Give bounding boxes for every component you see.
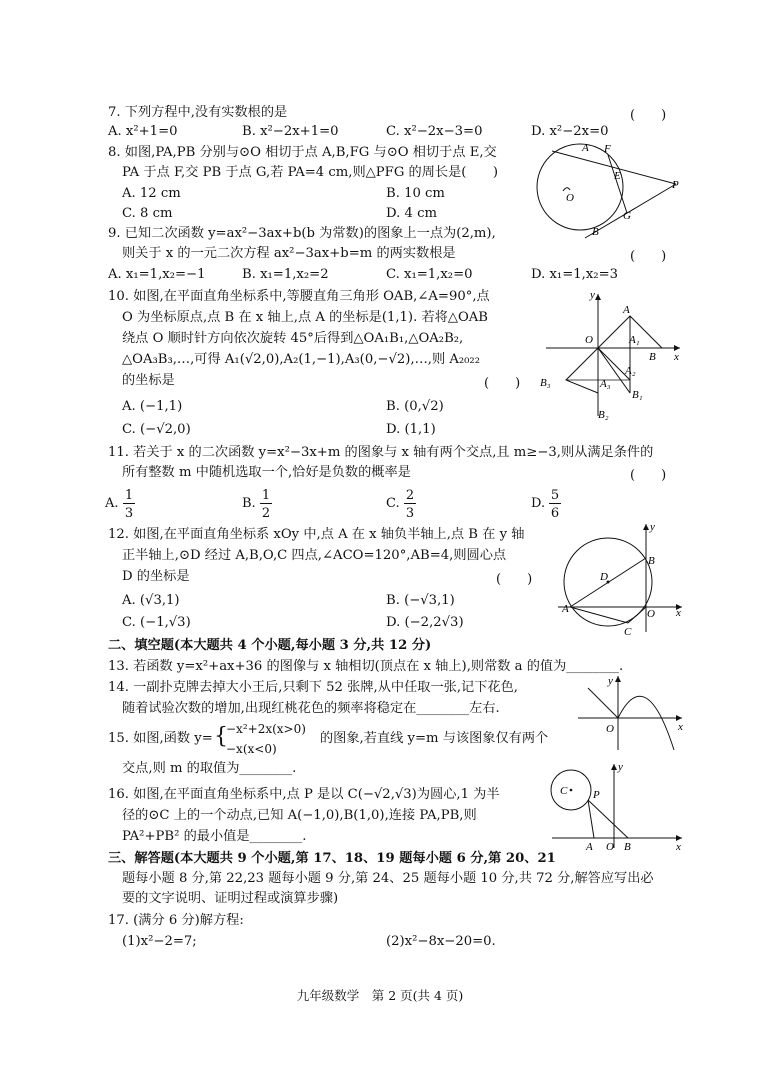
q11-option-c-den: 3 [405, 506, 415, 521]
fig10-label-a3: A₃ [600, 378, 611, 390]
fig16-label-a: A [586, 841, 593, 852]
q11-option-d-den: 6 [550, 506, 560, 521]
fig12-label-a: A [562, 603, 569, 615]
q11-option-b-den: 2 [261, 506, 271, 521]
q16-line3: PA²+PB² 的最小值是________. [122, 829, 307, 844]
q8-line1: 8. 如图,PA,PB 分别与⊙O 相切于点 A,B,FG 与⊙O 相切于点 E,交 [108, 145, 497, 160]
q15-line2: 交点,则 m 的取值为________. [122, 761, 297, 776]
q12-line3: D 的坐标是 [122, 569, 190, 584]
q10-option-b: B. (0,√2) [386, 399, 444, 414]
q7-option-d: D. x²−2x=0 [531, 124, 609, 139]
q15-brace: { [214, 724, 228, 749]
q12-option-d: D. (−2,2√3) [386, 615, 464, 630]
q9-option-d: D. x₁=1,x₂=3 [531, 267, 619, 282]
q8-option-c: C. 8 cm [122, 206, 173, 221]
q12-option-a: A. (√3,1) [122, 593, 180, 608]
q10-line4: △OA₃B₃,…,可得 A₁(√2,0),A₂(1,−1),A₃(0,−√2),…,则 A₂₀₂₂ [122, 352, 481, 367]
fig16-label-c: C [560, 785, 568, 797]
q9-line1: 9. 已知二次函数 y=ax²−3ax+b(b 为常数)的图象上一点为(2,m), [108, 226, 496, 241]
fig16-label-b: B [624, 841, 631, 852]
q7-stem: 7. 下列方程中,没有实数根的是 [108, 105, 288, 120]
q10-option-c: C. (−√2,0) [122, 422, 191, 437]
fig10-label-y: y [590, 289, 595, 301]
q12-line1: 12. 如图,在平面直角坐标系 xOy 中,点 A 在 x 轴负半轴上,点 B 在 y 轴 [108, 527, 525, 542]
q17-part1: (1)x²−2=7; [122, 934, 197, 949]
fig16-label-p: P [593, 789, 600, 801]
fig10-label-b3: B₃ [540, 377, 551, 389]
q11-option-c-num: 2 [405, 488, 415, 503]
fig12-label-x: x [676, 607, 681, 619]
q9-option-a: A. x₁=1,x₂=−1 [108, 267, 206, 282]
q7-option-a: A. x²+1=0 [108, 124, 178, 139]
fig8-label-p: P [672, 179, 679, 191]
q8-option-a: A. 12 cm [122, 186, 181, 201]
q12-line2: 正半轴上,⊙D 经过 A,B,O,C 四点,∠ACO=120°,AB=4,则圆心点 [122, 548, 507, 563]
section2-heading: 二、填空题(本大题共 4 个小题,每小题 3 分,共 12 分) [108, 638, 432, 653]
q11-option-c-letter: C. [386, 496, 400, 511]
fig16-label-x: x [676, 841, 681, 852]
q9-line2: 则关于 x 的一元二次方程 ax²−3ax+b=m 的两实数根是 [122, 246, 456, 261]
q11-option-a-letter: A. [105, 496, 119, 511]
fig8-label-a: A [582, 142, 589, 154]
q11-line1: 11. 若关于 x 的二次函数 y=x²−3x+m 的图象与 x 轴有两个交点,且 m≥−3,则从满足条件的 [108, 445, 654, 460]
section3-heading-line2: 题每小题 8 分,第 22,23 题每小题 9 分,第 24、25 题每小题 10 分,共 72 分,解答应写出必 [122, 871, 654, 886]
fig15-label-o: O [606, 723, 614, 735]
q15-case1: −x²+2x(x>0) [226, 722, 306, 736]
q10-option-d: D. (1,1) [386, 422, 436, 437]
q10-line2: O 为坐标原点,点 B 在 x 轴上,点 A 的坐标是(1,1). 若将△OAB [122, 310, 489, 325]
q8-option-d: D. 4 cm [386, 206, 437, 221]
fig12-label-d: D [600, 571, 608, 583]
q17-stem: 17. (满分 6 分)解方程: [108, 913, 244, 928]
q11-answer-paren: ( ) [630, 468, 667, 483]
fig8-label-e: E [614, 170, 621, 182]
fig12-label-b: B [648, 555, 655, 567]
q16-line2: 径的⊙C 上的一个动点,已知 A(−1,0),B(1,0),连接 PA,PB,则 [122, 808, 477, 823]
q10-option-a: A. (−1,1) [122, 399, 183, 414]
q10-line3: 绕点 O 顺时针方向依次旋转 45°后得到△OA₁B₁,△OA₂B₂, [122, 331, 464, 346]
q15-pre: 15. 如图,函数 y= [108, 731, 213, 746]
fig15-label-y: y [608, 675, 613, 687]
q16-line1: 16. 如图,在平面直角坐标系中,点 P 是以 C(−√2,√3)为圆心,1 为半 [108, 787, 500, 802]
q13-text: 13. 若函数 y=x²+ax+36 的图像与 x 轴相切(顶点在 x 轴上),则常数 a 的值为________. [108, 659, 624, 674]
q11-option-a-num: 1 [124, 488, 134, 503]
figure-q10-rotated-triangles [536, 288, 686, 423]
q14-line2: 随着试验次数的增加,出现红桃花色的频率将稳定在________左右. [122, 701, 500, 716]
q15-case2: −x(x<0) [226, 742, 277, 756]
q9-option-c: C. x₁=1,x₂=0 [386, 267, 473, 282]
q15-post: 的图象,若直线 y=m 与该图象仅有两个 [320, 731, 549, 746]
fig10-label-o: O [585, 334, 593, 346]
fig16-label-o: O [606, 841, 614, 852]
q8-option-b: B. 10 cm [386, 186, 445, 201]
q11-option-b-num: 1 [261, 488, 271, 503]
figure-q12-circle-d [558, 520, 688, 640]
figure-q15-function-graph [574, 672, 686, 754]
q8-line2: PA 于点 F,交 PB 于点 G,若 PA=4 cm,则△PFG 的周长是( ) [122, 165, 498, 180]
q12-answer-paren: ( ) [496, 572, 533, 587]
q9-option-b: B. x₁=1,x₂=2 [242, 267, 329, 282]
q11-option-b-letter: B. [242, 496, 256, 511]
q7-option-b: B. x²−2x+1=0 [242, 124, 339, 139]
fig15-label-x: x [678, 721, 683, 733]
fig8-label-f: F [604, 143, 611, 155]
fig12-label-y: y [650, 521, 655, 533]
section3-heading-line3: 要的文字说明、证明过程或演算步骤) [122, 891, 339, 906]
q7-option-c: C. x²−2x−3=0 [386, 124, 483, 139]
fig8-label-g: G [623, 210, 631, 222]
q17-part2: (2)x²−8x−20=0. [386, 934, 496, 949]
fig10-label-a1: A₁ [629, 334, 640, 346]
q11-line2: 所有整数 m 中随机选取一个,恰好是负数的概率是 [122, 465, 411, 480]
q12-option-b: B. (−√3,1) [386, 593, 455, 608]
q10-line5: 的坐标是 [122, 373, 175, 388]
fig10-label-b1: B₁ [632, 389, 643, 401]
q14-line1: 14. 一副扑克牌去掉大小王后,只剩下 52 张牌,从中任取一张,记下花色, [108, 680, 518, 695]
fig12-label-o: O [647, 608, 655, 620]
page-footer: 九年级数学 第 2 页(共 4 页) [296, 988, 464, 1003]
q11-option-d-num: 5 [550, 488, 560, 503]
fig8-label-b: B [592, 226, 599, 238]
q7-answer-paren: ( ) [630, 108, 667, 123]
q10-answer-paren: ( ) [484, 376, 521, 391]
fig10-label-x: x [674, 351, 679, 363]
q12-option-c: C. (−1,√3) [122, 615, 191, 630]
fig10-label-b: B [649, 351, 656, 363]
fig10-label-a: A [623, 304, 630, 316]
fig12-label-c: C [624, 626, 632, 638]
figure-q16-circle-c [548, 760, 686, 852]
q10-line1: 10. 如图,在平面直角坐标系中,等腰直角三角形 OAB,∠A=90°,点 [108, 289, 490, 304]
q9-answer-paren: ( ) [630, 249, 667, 264]
fig10-label-b2: B₂ [598, 409, 609, 421]
q11-option-d-letter: D. [531, 496, 546, 511]
q11-option-a-den: 3 [124, 506, 134, 521]
fig16-label-y: y [618, 761, 623, 773]
figure-q8-tangent-circle [530, 135, 690, 240]
section3-heading-line1: 三、解答题(本大题共 9 个小题,第 17、18、19 题每小题 6 分,第 20、21 [108, 851, 556, 866]
fig8-label-o: O [566, 192, 574, 204]
fig10-label-a2: A₂ [625, 365, 636, 377]
